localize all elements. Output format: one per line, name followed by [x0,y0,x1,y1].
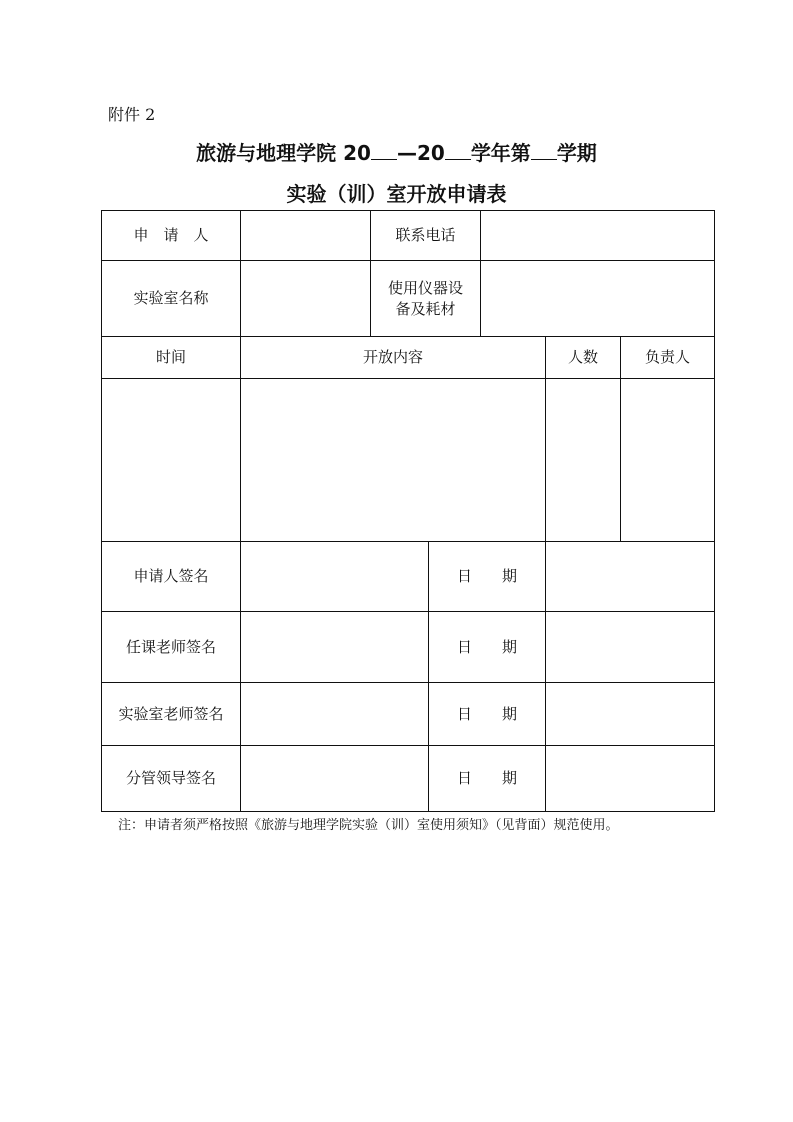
title-part3: 学年第 [470,141,531,165]
title-part1: 旅游与地理学院 20 [196,141,371,165]
lab-name-label-text: 实验室名称 [133,289,209,307]
sign-input[interactable] [240,611,429,683]
sign-label [101,745,241,812]
content-header [240,336,546,379]
time-header [101,336,241,379]
date-input[interactable] [545,541,715,612]
equipment-label [370,260,481,337]
count-header [545,336,621,379]
year-start-blank[interactable] [371,143,397,160]
title-part4: 学期 [556,141,597,165]
attachment-label: 附件 2 [108,105,156,124]
sign-label-text: 申请人签名 [133,567,209,585]
sign-label-text: 分管领导签名 [125,769,216,787]
lab-name-label [101,260,241,337]
date-label [428,541,546,612]
date-label [428,611,546,683]
date-input[interactable] [545,682,715,746]
title-part2: —20 [396,141,445,165]
phone-label-text: 联系电话 [395,226,456,244]
footnote: 注：申请者须严格按照《旅游与地理学院实验（训）室使用须知》（见背面）规范使用。 [118,818,619,833]
date-label-text: 日 期 [456,704,517,723]
content-header-text: 开放内容 [362,348,423,366]
applicant-label-text: 申 请 人 [133,226,209,244]
sign-label-text: 实验室老师签名 [118,704,224,723]
sign-input[interactable] [240,541,429,612]
semester-blank[interactable] [531,143,557,160]
equipment-label-line1: 使用仪器设 [387,278,463,297]
person-input[interactable] [620,378,715,542]
form-title-line1 [0,137,793,166]
date-label-text: 日 期 [456,769,517,787]
count-header-text: 人数 [567,348,598,366]
sign-label-text: 任课老师签名 [125,637,216,656]
sign-input[interactable] [240,745,429,812]
sign-label [101,682,241,746]
date-label [428,745,546,812]
date-input[interactable] [545,745,715,812]
applicant-label [101,210,241,261]
date-input[interactable] [545,611,715,683]
lab-name-input[interactable] [240,260,371,337]
form-title-line2: 实验（训）室开放申请表 [286,182,507,206]
sign-label [101,541,241,612]
time-header-text: 时间 [155,348,186,366]
applicant-input[interactable] [240,210,371,261]
sign-label [101,611,241,683]
person-header [620,336,715,379]
phone-label [370,210,481,261]
count-input[interactable] [545,378,621,542]
date-label-text: 日 期 [456,567,517,585]
phone-input[interactable] [480,210,715,261]
equipment-input[interactable] [480,260,715,337]
time-input[interactable] [101,378,241,542]
date-label [428,682,546,746]
content-input[interactable] [240,378,546,542]
date-label-text: 日 期 [456,637,517,656]
equipment-label-line2: 备及耗材 [395,299,456,318]
person-header-text: 负责人 [644,348,690,366]
year-end-blank[interactable] [445,143,471,160]
sign-input[interactable] [240,682,429,746]
